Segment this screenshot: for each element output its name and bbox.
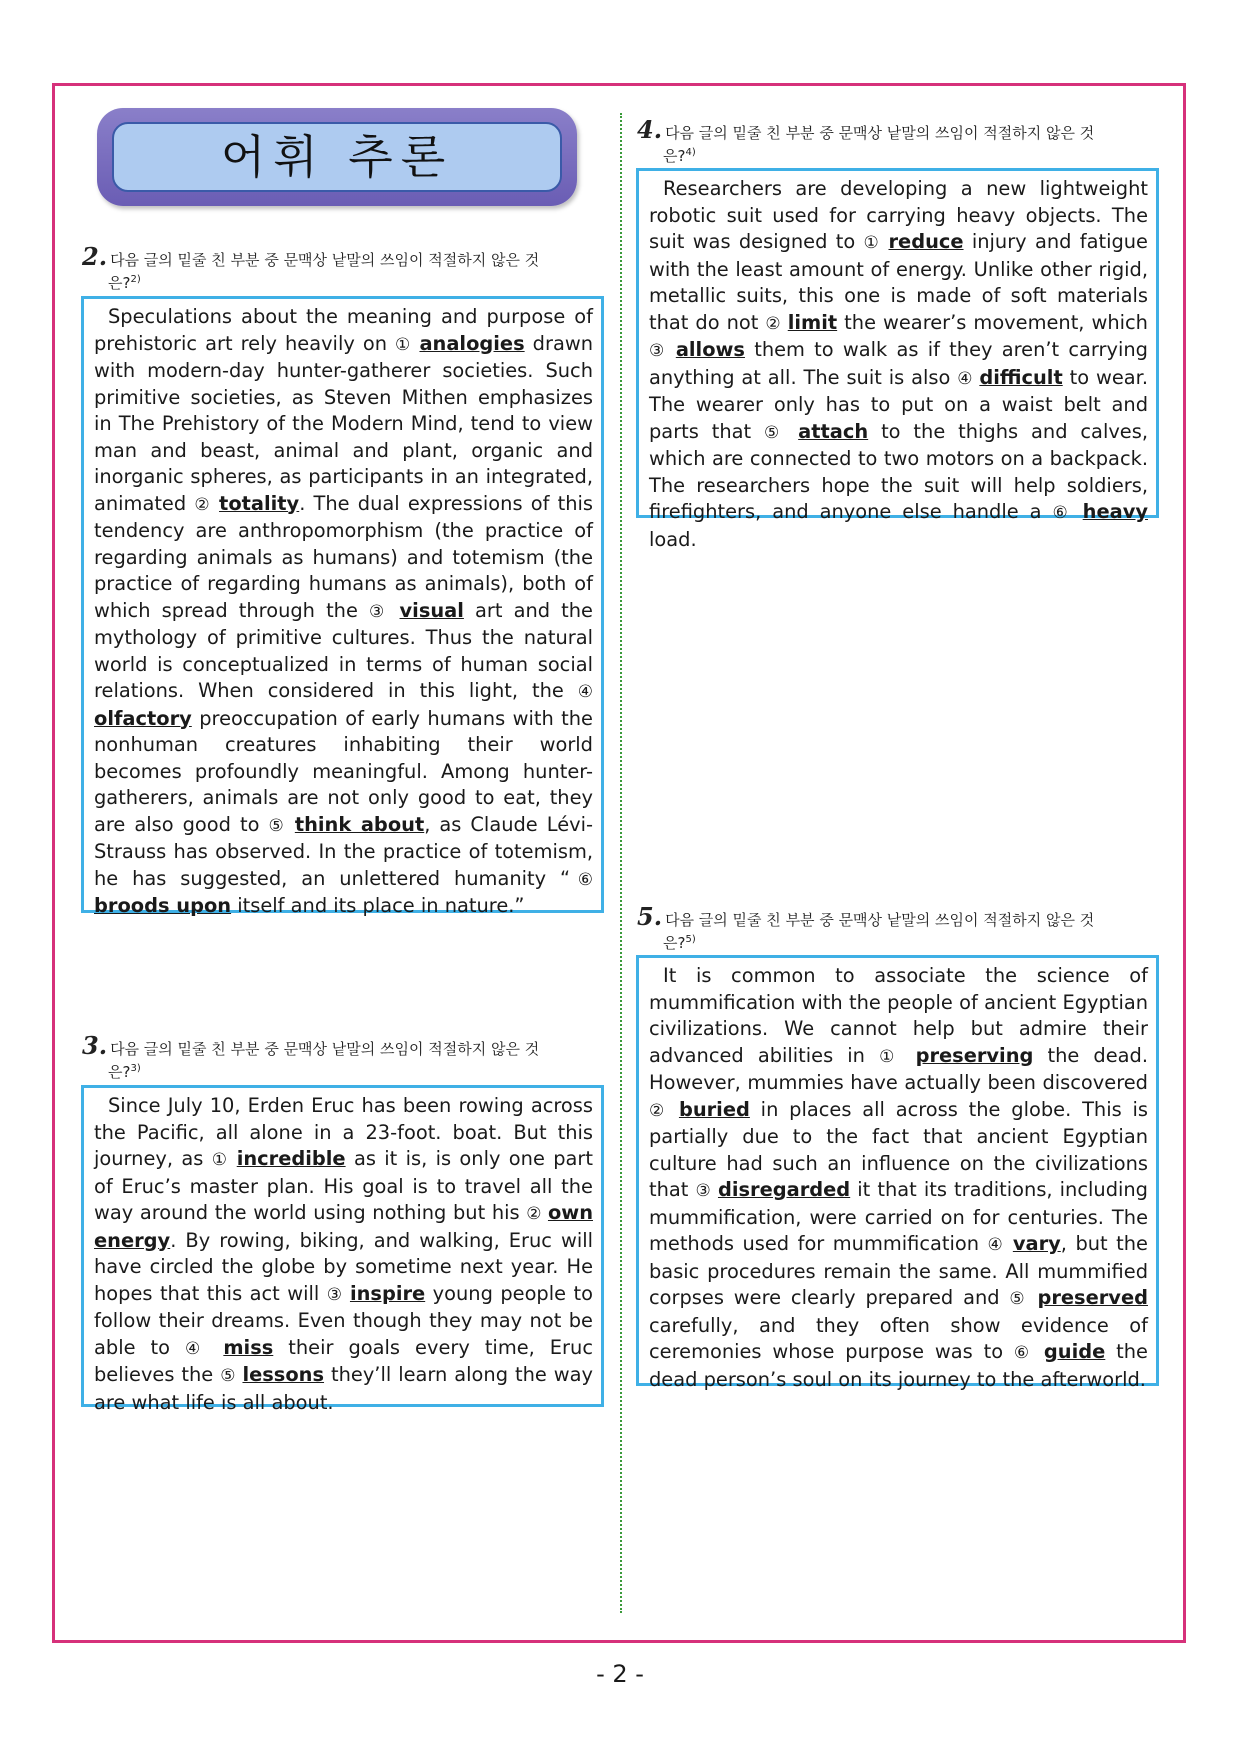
underlined-choice: buried	[678, 1097, 750, 1121]
passage-text: their goals every time, Eruc believes the	[94, 1335, 593, 1386]
underlined-choice: incredible	[236, 1147, 346, 1170]
question-instruction: 다음 글의 밑줄 친 부분 중 문맥상 낱말의 쓰임이 적절하지 않은 것	[110, 1040, 540, 1058]
underlined-choice: lessons	[242, 1363, 325, 1386]
passage-text: them to walk as if they aren’t carrying anything at all. The suit is also	[649, 338, 1148, 389]
footnote-ref: 2)	[130, 274, 141, 285]
passage-text: it that its traditions, including mummification, were carried on for centuries. The methods used for mummification	[649, 1178, 1148, 1255]
choice-number: ③	[649, 341, 676, 361]
question-number: 3.	[82, 1031, 108, 1060]
passage-text: Researchers are developing a new lightweight robotic suit used for carrying heavy objects. The suit was designed to	[649, 177, 1148, 253]
question-5-passage	[636, 955, 1159, 1391]
question-3-header	[82, 1031, 607, 1082]
question-4-header	[637, 115, 1162, 166]
choice-number: ②	[526, 1204, 548, 1224]
passage-text: Since July 10, Erden Eruc has been rowing across the Pacific, all alone in a 23-foot. boat. But this journey, as	[94, 1094, 593, 1170]
footnote-ref: 5)	[685, 934, 696, 945]
passage-text: art and the mythology of primitive cultures. Thus the natural world is conceptualized in terms of human social relations. When considered in this light, the	[94, 598, 593, 702]
passage-text: the wearer’s movement, which	[837, 310, 1148, 334]
question-2-passage	[81, 296, 604, 917]
choice-number: ④	[987, 1235, 1013, 1255]
column-divider	[620, 113, 622, 1613]
passage-text: Speculations about the meaning and purpose of prehistoric art rely heavily on	[94, 305, 593, 355]
section-title: 어휘 추론	[220, 130, 454, 184]
question-number: 5.	[637, 902, 663, 931]
passage-text: in places all across the globe. This is partially due to the fact that ancient Egyptian culture had such an influence on the civilizations that	[649, 1097, 1148, 1201]
underlined-choice: heavy	[1082, 500, 1148, 523]
footnote-ref: 4)	[685, 147, 696, 158]
passage-text: to wear. The wearer only has to put on a waist belt and parts that	[649, 365, 1148, 443]
underlined-choice: inspire	[349, 1281, 426, 1305]
underlined-choice: totality	[219, 491, 300, 515]
question-3-passage	[81, 1085, 604, 1414]
question-instruction: 다음 글의 밑줄 친 부분 중 문맥상 낱말의 쓰임이 적절하지 않은 것	[665, 124, 1095, 142]
question-5-header	[637, 902, 1162, 953]
choice-number: ⑤	[764, 422, 799, 443]
question-instruction: 다음 글의 밑줄 친 부분 중 문맥상 낱말의 쓰임이 적절하지 않은 것	[110, 251, 540, 269]
question-number: 2.	[82, 242, 108, 271]
underlined-choice: broods upon	[94, 894, 232, 917]
choice-number: ④	[577, 682, 593, 702]
choice-number: ③	[326, 1284, 350, 1305]
question-instruction-end: 은?	[108, 274, 131, 292]
underlined-choice: preserved	[1037, 1286, 1148, 1309]
choice-number: ⑤	[268, 815, 295, 836]
underlined-choice: olfactory	[94, 706, 192, 730]
choice-number: ③	[695, 1181, 718, 1201]
underlined-choice: allows	[675, 338, 745, 361]
choice-number: ②	[194, 494, 220, 515]
choice-number: ①	[395, 334, 420, 355]
underlined-choice: own energy	[94, 1201, 593, 1252]
underlined-choice: visual	[399, 598, 464, 622]
underlined-choice: vary	[1012, 1232, 1061, 1255]
choice-number: ①	[211, 1150, 237, 1170]
passage-text: the dead person’s soul on its journey to the afterworld.	[649, 1340, 1148, 1391]
passage-text: itself and its place in nature.”	[231, 894, 525, 917]
page-number: - 2 -	[596, 1660, 644, 1688]
question-instruction-end: 은?	[663, 934, 686, 952]
choice-number: ②	[649, 1100, 679, 1121]
choice-number: ⑤	[220, 1366, 243, 1386]
passage-text: It is common to associate the science of mummification with the people of ancient Egyptian civilizations. We cannot help but admire their advanced abilities in	[649, 964, 1148, 1067]
underlined-choice: think about	[294, 812, 425, 836]
underlined-choice: guide	[1043, 1340, 1106, 1363]
footnote-ref: 3)	[130, 1063, 141, 1074]
underlined-choice: preserving	[915, 1043, 1034, 1067]
underlined-choice: miss	[223, 1335, 274, 1359]
passage-text: to the thighs and calves, which are connected to two motors on a backpack. The researchers hope the suit will help soldiers, firefighters, and anyone else handle a	[649, 419, 1148, 523]
passage-text: . The dual expressions of this tendency are anthropomorphism (the practice of regarding animals as humans) and totemism (the practice of regarding humans as animals), both of which spread through the	[94, 491, 593, 622]
passage-text: injury and fatigue with the least amount of energy. Unlike other rigid, metallic suits, this one is made of soft materials that do not	[649, 230, 1148, 334]
choice-number: ⑥	[1013, 1343, 1044, 1363]
question-instruction-end: 은?	[108, 1063, 131, 1081]
underlined-choice: disregarded	[717, 1178, 851, 1201]
passage-text: , but the basic procedures remain the same. All mummified corpses were clearly prepared and	[649, 1232, 1148, 1309]
choice-number: ⑥	[1052, 503, 1083, 523]
question-instruction-end: 은?	[663, 147, 686, 165]
choice-number: ①	[863, 233, 889, 253]
question-2-header	[82, 242, 607, 293]
underlined-choice: difficult	[979, 365, 1063, 389]
underlined-choice: attach	[798, 419, 869, 443]
choice-number: ①	[879, 1046, 916, 1067]
choice-number: ②	[765, 313, 788, 334]
choice-number: ⑤	[1009, 1289, 1038, 1309]
choice-number: ④	[185, 1338, 224, 1359]
choice-number: ③	[369, 601, 400, 622]
underlined-choice: analogies	[419, 331, 525, 355]
question-4-passage	[636, 168, 1159, 551]
choice-number: ⑥	[570, 869, 593, 890]
underlined-choice: reduce	[888, 230, 964, 253]
question-instruction: 다음 글의 밑줄 친 부분 중 문맥상 낱말의 쓰임이 적절하지 않은 것	[665, 911, 1095, 929]
choice-number: ④	[957, 368, 980, 389]
passage-text: , as Claude Lévi-Strauss has observed. In the practice of totemism, he has suggested, an unlettered humanity “	[94, 812, 593, 890]
passage-text: load.	[649, 527, 697, 551]
passage-text: as it is, is only one part of Eruc’s master plan. His goal is to travel all the way around the world using nothing but his	[94, 1147, 593, 1224]
passage-text: . By rowing, biking, and walking, Eruc will have circled the globe by sometime next year. He hopes that this act will	[94, 1228, 593, 1305]
passage-text: preoccupation of early humans with the nonhuman creatures inhabiting their world becomes profoundly meaningful. Among hunter-gatherers, animals are not only good to eat, they are also good to	[94, 706, 593, 836]
passage-text: they’ll learn along the way are what life is all about.	[94, 1363, 593, 1414]
passage-text: drawn with modern-day hunter-gatherer societies. Such primitive societies, as Steven Mithen emphasizes in The Prehistory of the Modern Mind, tend to view man and beast, animal and plant, organic and inorganic spheres, as participants in an integrated, animated	[94, 331, 593, 515]
passage-text: the dead. However, mummies have actually been discovered	[649, 1043, 1148, 1094]
passage-text: carefully, and they often show evidence of ceremonies whose purpose was to	[649, 1313, 1148, 1363]
underlined-choice: limit	[787, 310, 838, 334]
question-number: 4.	[637, 115, 663, 144]
passage-text: young people to follow their dreams. Even though they may not be able to	[94, 1281, 593, 1359]
